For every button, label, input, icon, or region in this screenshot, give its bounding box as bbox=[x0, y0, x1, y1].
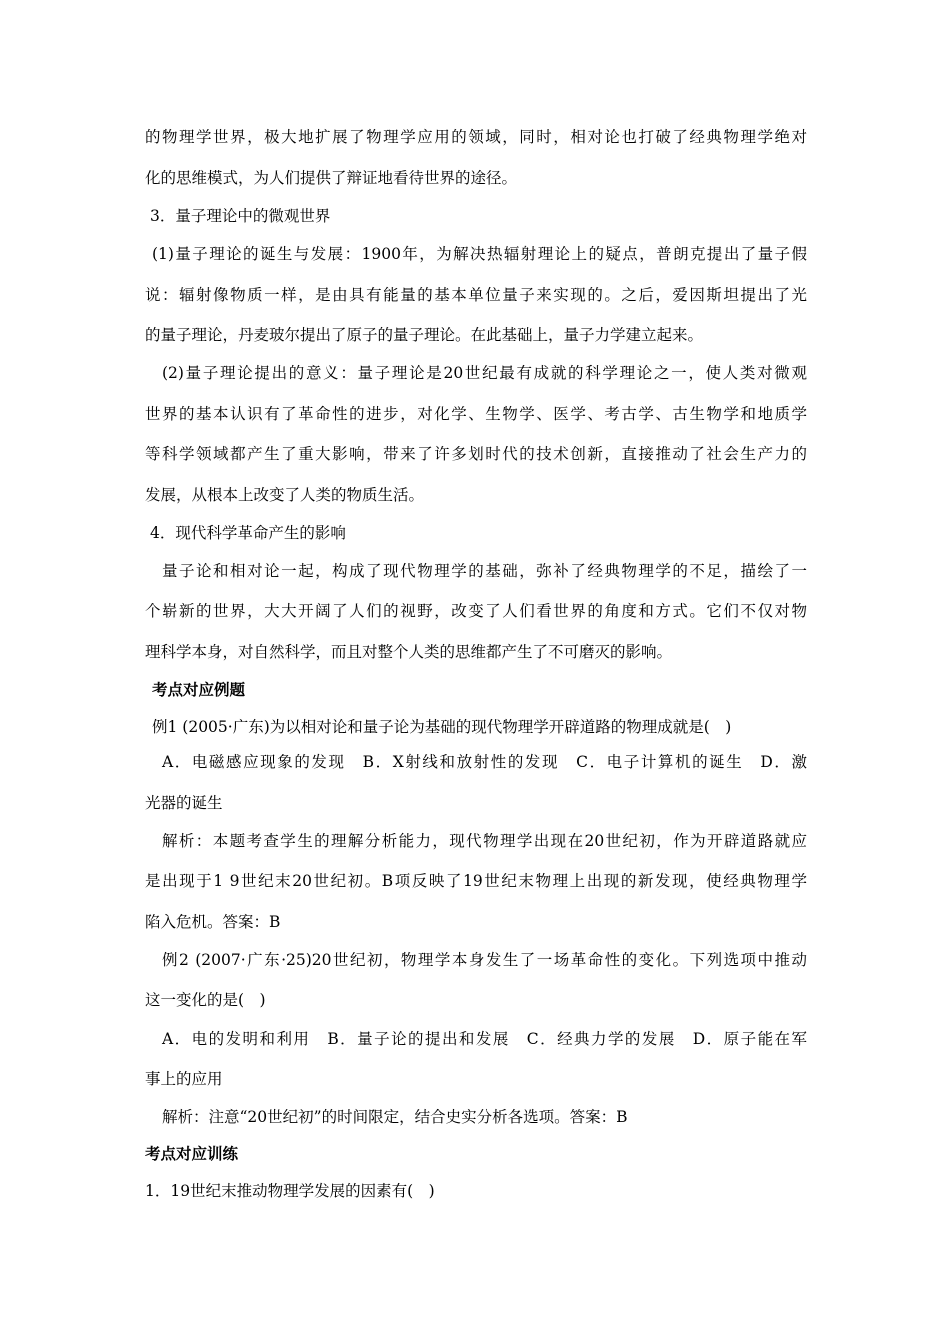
paragraph-line: 量子论和相对论一起，构成了现代物理学的基础，弥补了经典物理学的不足，描绘了一 bbox=[162, 562, 807, 580]
paragraph-line: 世界的基本认识有了革命性的进步，对化学、生物学、医学、考古学、古生物学和地质学 bbox=[145, 405, 807, 423]
training-question: 1．19世纪末推动物理学发展的因素有( ) bbox=[145, 1182, 435, 1200]
section-heading-training: 考点对应训练 bbox=[145, 1144, 239, 1163]
example-analysis: 解析：注意“20世纪初”的时间限定，结合史实分析各选项。答案：B bbox=[162, 1108, 628, 1126]
example-question: 例2 (2007·广东·25)20世纪初，物理学本身发生了一场革命性的变化。下列选项中推动 bbox=[162, 951, 807, 969]
paragraph-line: 发展，从根本上改变了人类的物质生活。 bbox=[145, 486, 425, 504]
example-question: 这一变化的是( ) bbox=[145, 991, 266, 1009]
paragraph-line: 的物理学世界，极大地扩展了物理学应用的领域，同时，相对论也打破了经典物理学绝对 bbox=[145, 128, 807, 146]
paragraph-line: 个崭新的世界，大大开阔了人们的视野，改变了人们看世界的角度和方式。它们不仅对物 bbox=[145, 602, 807, 620]
section-heading-examples: 考点对应例题 bbox=[152, 680, 246, 699]
example-analysis: 陷入危机。答案：B bbox=[145, 913, 281, 931]
paragraph-line: (2)量子理论提出的意义：量子理论是20世纪最有成就的科学理论之一，使人类对微观 bbox=[162, 364, 807, 382]
example-question: 例1 (2005·广东)为以相对论和量子论为基础的现代物理学开辟道路的物理成就是( ) bbox=[152, 718, 732, 736]
example-options: 光器的诞生 bbox=[145, 794, 223, 812]
example-options: A．电磁感应现象的发现 B．X射线和放射性的发现 C．电子计算机的诞生 D．激 bbox=[162, 753, 807, 771]
example-analysis: 解析：本题考查学生的理解分析能力，现代物理学出现在20世纪初，作为开辟道路就应 bbox=[162, 832, 807, 850]
paragraph-line: (1)量子理论的诞生与发展：1900年，为解决热辐射理论上的疑点，普朗克提出了量子假 bbox=[152, 245, 807, 263]
section-heading: 4．现代科学革命产生的影响 bbox=[150, 524, 346, 542]
example-options: 事上的应用 bbox=[145, 1070, 223, 1088]
paragraph-line: 化的思维模式，为人们提供了辩证地看待世界的途径。 bbox=[145, 169, 518, 187]
example-options: A．电的发明和利用 B．量子论的提出和发展 C．经典力学的发展 D．原子能在军 bbox=[162, 1030, 807, 1048]
paragraph-line: 理科学本身，对自然科学，而且对整个人类的思维都产生了不可磨灭的影响。 bbox=[145, 643, 673, 661]
section-heading: 3．量子理论中的微观世界 bbox=[150, 207, 331, 225]
example-analysis: 是出现于1 9世纪末20世纪初。B项反映了19世纪末物理上出现的新发现，使经典物理学 bbox=[145, 872, 807, 890]
paragraph-line: 的量子理论，丹麦玻尔提出了原子的量子理论。在此基础上，量子力学建立起来。 bbox=[145, 326, 704, 344]
paragraph-line: 说：辐射像物质一样，是由具有能量的基本单位量子来实现的。之后，爱因斯坦提出了光 bbox=[145, 286, 807, 304]
paragraph-line: 等科学领域都产生了重大影响，带来了许多划时代的技术创新，直接推动了社会生产力的 bbox=[145, 445, 807, 463]
